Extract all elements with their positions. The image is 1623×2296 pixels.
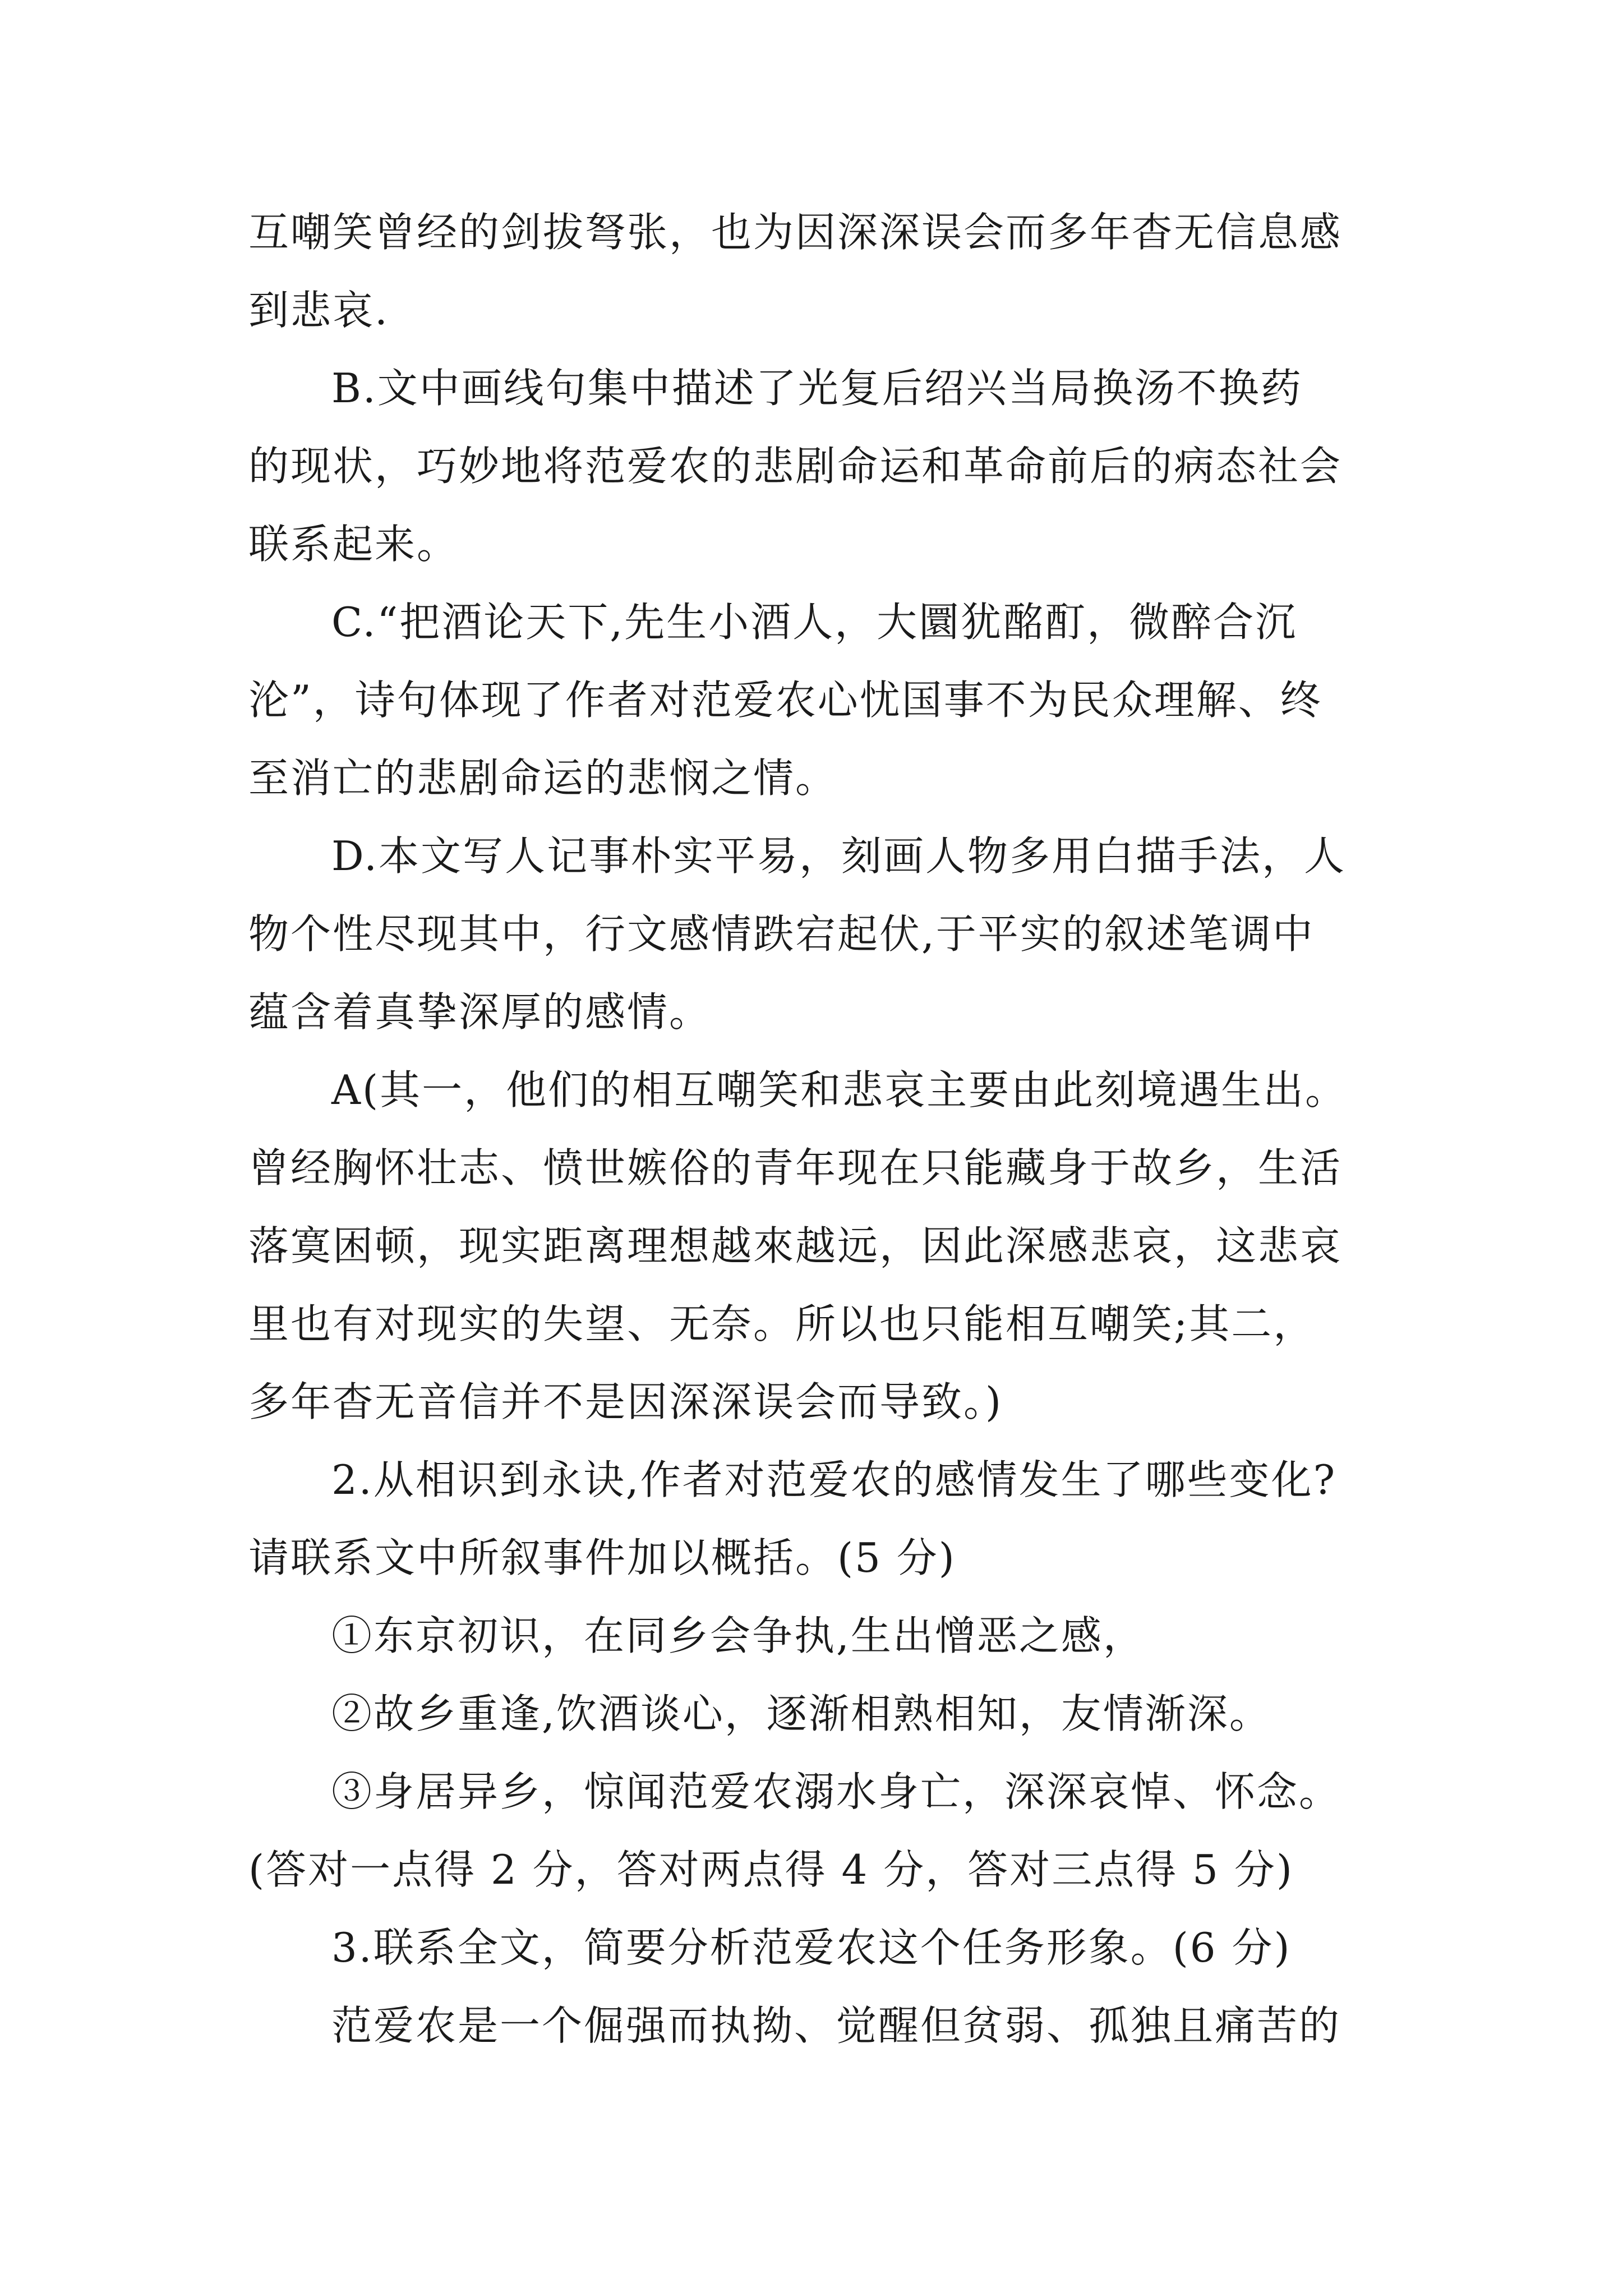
text-line: 里也有对现实的失望、无奈。所以也只能相互嘲笑;其二， xyxy=(248,1300,1316,1347)
text-line: 的现状，巧妙地将范爱农的悲剧命运和革命前后的病态社会 xyxy=(248,443,1343,490)
text-line: 联系起来。 xyxy=(248,521,459,568)
text-line: ①东京初识，在同乡会争执,生出憎恶之感， xyxy=(331,1612,1145,1659)
answer-text-body xyxy=(248,194,1404,2065)
text-line: ②故乡重逢,饮酒谈心，逐渐相熟相知，友情渐深。 xyxy=(331,1690,1271,1737)
text-line: (答对一点得 2 分，答对两点得 4 分，答对三点得 5 分) xyxy=(248,1846,1294,1893)
text-line: D.本文写人记事朴实平易，刻画人物多用白描手法，人 xyxy=(331,832,1347,880)
text-line: 至消亡的悲剧命运的悲悯之情。 xyxy=(248,754,838,802)
text-line: 到悲哀. xyxy=(248,287,389,334)
text-line: 曾经胸怀壮志、愤世嫉俗的青年现在只能藏身于故乡，生活 xyxy=(248,1144,1343,1191)
text-line: 蕴含着真挚深厚的感情。 xyxy=(248,988,712,1036)
text-line: 沦”，诗句体现了作者对范爱农心忧国事不为民众理解、终 xyxy=(248,677,1322,724)
text-line: ③身居异乡，惊闻范爱农溺水身亡，深深哀悼、怀念。 xyxy=(331,1768,1341,1815)
text-line: 范爱农是一个倔强而执拗、觉醒但贫弱、孤独且痛苦的 xyxy=(331,2002,1341,2049)
text-line: 多年杳无音信并不是因深深误会而导致。) xyxy=(248,1378,1003,1425)
text-line: 2.从相识到永诀,作者对范爱农的感情发生了哪些变化? xyxy=(331,1456,1337,1503)
text-line: B.文中画线句集中描述了光复后绍兴当局换汤不换药 xyxy=(331,365,1303,412)
text-line: 请联系文中所叙事件加以概括。(5 分) xyxy=(248,1534,956,1581)
text-line: 物个性尽现其中，行文感情跌宕起伏,于平实的叙述笔调中 xyxy=(248,910,1315,958)
text-line: A(其一，他们的相互嘲笑和悲哀主要由此刻境遇生出。 xyxy=(331,1066,1348,1114)
text-line: 互嘲笑曾经的剑拔弩张，也为因深深误会而多年杳无信息感 xyxy=(248,209,1343,256)
text-line: C.“把酒论天下,先生小酒人，大圜犹酩酊，微醉合沉 xyxy=(331,599,1298,646)
text-line: 落寞困顿，现实距离理想越來越远，因此深感悲哀，这悲哀 xyxy=(248,1222,1343,1269)
text-line: 3.联系全文，简要分析范爱农这个任务形象。(6 分) xyxy=(331,1924,1292,1971)
